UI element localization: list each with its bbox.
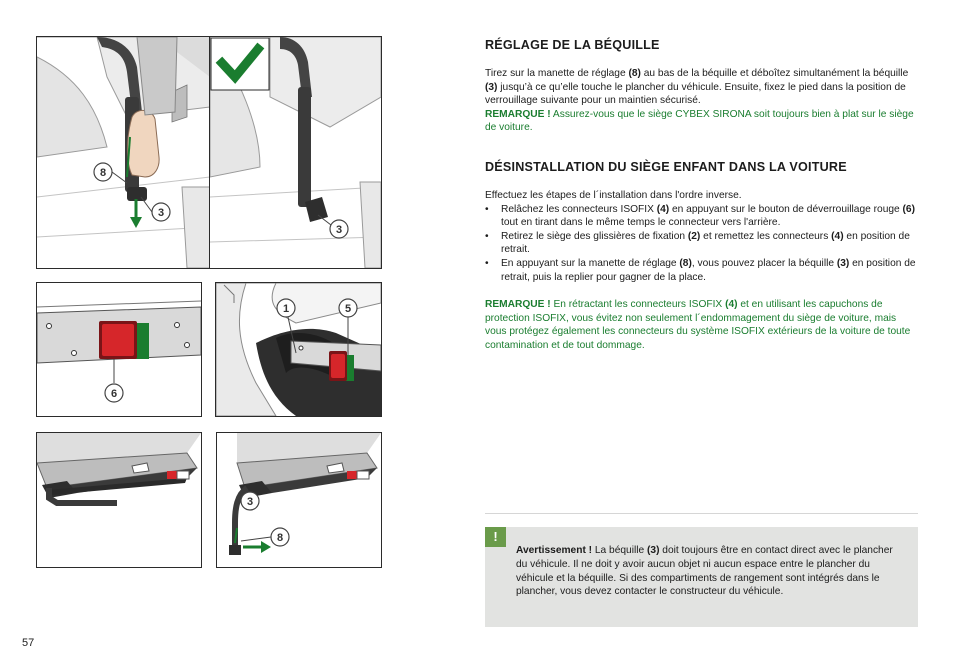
leg-adjust-paragraph: Tirez sur la manette de réglage (8) au bas de la béquille et déboîtez simultanément la béquille (3) jusqu’à ce qu’elle touche le plancher du véhicule. Ensuite, fixez le pied dans la position de verrouillage suivante pour un maintien sécurisé. REMARQUE ! Assurez-vous que le siège CYBEX SIRONA soit toujours bien à plat sur le siège de voiture. [485,68,914,134]
callout-3: 3 [246,496,254,508]
section-heading-leg-adjust: RÉGLAGE DE LA BÉQUILLE [485,38,660,52]
figure-release-button [36,282,202,417]
warning-box [485,527,918,627]
uninstall-step: • Retirez le siège des glissières de fixation (2) et remettez les connecteurs (4) en position de retrait. [485,230,920,257]
warning-icon: ! [485,527,506,547]
uninstall-body [485,189,920,284]
figure-base-extended [216,432,382,568]
callout-5: 5 [344,303,352,315]
callout-8: 8 [276,532,284,544]
callout-6: 6 [110,388,118,400]
uninstall-step: • En appuyant sur la manette de réglage (8), vous pouvez placer la béquille (3) en position de retrait, puis la replier pour gagner de la place. [485,257,920,284]
page-number: 57 [22,637,35,649]
base-folded-illustration [37,433,201,567]
callout-3: 3 [157,207,165,219]
callout-3: 3 [335,224,343,236]
figure-base-folded [36,432,202,568]
section-heading-uninstall: DÉSINSTALLATION DU SIÈGE ENFANT DANS LA VOITURE [485,160,847,174]
divider [485,513,918,514]
uninstall-steps [485,203,920,285]
figure-leg-adjust-hand [36,36,211,269]
isofix-connector-illustration [216,283,381,416]
uninstall-intro: Effectuez les étapes de l´installation dans l'ordre inverse. [485,190,742,201]
release-button-illustration [37,283,201,416]
callout-8: 8 [99,167,107,179]
note-isofix: REMARQUE ! En rétractant les connecteurs ISOFIX (4) et en utilisant les capuchons de protection ISOFIX, vous évitez non seulement l´endommagement du siège de voiture, mais vous protégez également les connecteurs du système ISOFIX extérieurs de la voiture de toute contamination et de tout dommage. [485,299,911,351]
warning-text: Avertissement ! La béquille (3) doit toujours être en contact direct avec le plancher du véhicule. Il ne doit y avoir aucun objet ni aucun espace entre le plancher du véhicule et la béquille. Si des compartiments de rangement sont intégrés dans le plancher, vous devez contacter le constructeur du véhicule. [516,545,893,598]
figure-leg-locked [209,36,382,269]
note-leg-adjust: REMARQUE ! Assurez-vous que le siège CYBEX SIRONA soit toujours bien à plat sur le siège de voiture. [485,108,914,134]
callout-1: 1 [282,303,290,315]
leg-adjust-illustration [37,37,210,268]
base-extended-illustration [217,433,381,567]
figure-isofix-connector [215,282,382,417]
uninstall-step: • Relâchez les connecteurs ISOFIX (4) en appuyant sur le bouton de déverrouillage rouge (6) tout en tirant dans le même temps le connecteur vers l'arrière. [485,203,920,230]
leg-locked-illustration [210,37,381,268]
